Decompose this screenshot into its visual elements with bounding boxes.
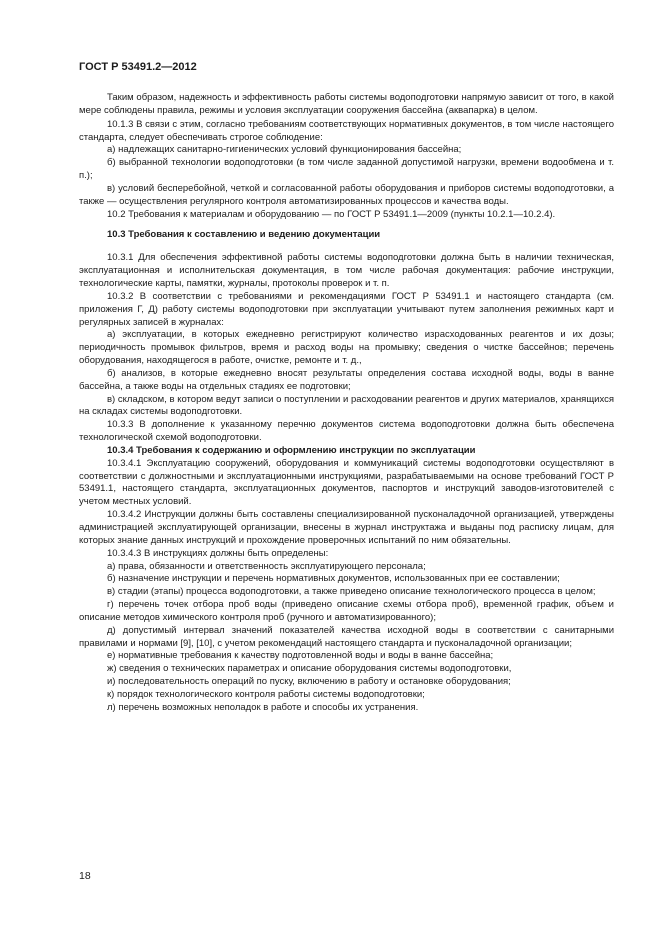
document-body	[79, 92, 614, 715]
list-item-v: в) стадии (этапы) процесса водоподготовки, а также приведено описание технологического процесса в целом;	[107, 586, 596, 598]
paragraph-10-2: 10.2 Требования к материалам и оборудованию — по ГОСТ Р 53491.1—2009 (пункты 10.2.1—10.2.4).	[107, 208, 556, 220]
list-item-b: б) назначение инструкции и перечень нормативных документов, использованных при ее составлении;	[107, 573, 560, 585]
paragraph-10-1-3: 10.1.3 В связи с этим, согласно требованиям соответствующих нормативных документов, в том числе настоящего стандарта, следует обеспечивать строгое соблюдение:	[79, 118, 614, 143]
list-item-a: а) надлежащих санитарно-гигиенических условий функционирования бассейна;	[107, 144, 462, 156]
paragraph-10-3-4-2: 10.3.4.2 Инструкции должны быть составлены специализированной пусконаладочной организацией, утверждены администрацией эксплуатирующей организации, внесены в журнал инструктажа и выданы под расписку лицам, для которых знание данных инструкций и прохождение проверочных испытаний по ним обязательны.	[79, 509, 614, 546]
document-header: ГОСТ Р 53491.2—2012	[79, 61, 197, 73]
paragraph-10-3-1: 10.3.1 Для обеспечения эффективной работы системы водоподготовки должна быть в наличии техническая, эксплуатационная и исполнительская документация, в том числе рабочая документация: рабочие инструкции, технологические карты, памятки, журналы, протоколы проверок и т. п.	[79, 252, 614, 289]
page-number: 18	[79, 870, 91, 882]
list-item-g: г) перечень точек отбора проб воды (приведено описание схемы отбора проб), временной график, объем и описание методов химического контроля проб (ручного и автоматизированного);	[79, 599, 614, 623]
list-item-zh: ж) сведения о технических параметрах и описание оборудования системы водоподготовки,	[107, 663, 512, 675]
list-item-b: б) выбранной технологии водоподготовки (в том числе заданной допустимой нагрузки, времени водообмена и т. п.);	[79, 157, 614, 182]
list-item-a: а) эксплуатации, в которых ежедневно регистрируют количество израсходованных реагентов и их дозы; периодичность промывок фильтров, время и расход воды на промывку; сведения о чистке бассейнов; перечень оборудования, находящегося в работе, очистке, ремонте и т. д.,	[79, 329, 614, 367]
list-item-l: л) перечень возможных неполадок в работе и способы их устранения.	[107, 701, 419, 713]
list-item-a: а) права, обязанности и ответственность эксплуатирующего персонала;	[107, 560, 426, 572]
paragraph-10-3-4-3: 10.3.4.3 В инструкциях должны быть определены:	[107, 547, 329, 559]
list-item-b: б) анализов, в которые ежедневно вносят результаты определения состава исходной воды, воды в ванне бассейна, а также воды на отдельных стадиях ее подготовки;	[79, 367, 614, 392]
list-item-k: к) порядок технологического контроля работы системы водоподготовки;	[107, 688, 425, 700]
paragraph-intro: Таким образом, надежность и эффективность работы системы водоподготовки напрямую зависит от того, в какой мере соблюдены правила, режимы и условия эксплуатации сооружения бассейна (аквапарка) в целом.	[79, 92, 614, 116]
section-heading-10-3-4: 10.3.4 Требования к содержанию и оформлению инструкции по эксплуатации	[107, 444, 476, 456]
list-item-e: е) нормативные требования к качеству подготовленной воды и воды в ванне бассейна;	[107, 650, 494, 662]
list-item-d: д) допустимый интервал значений показателей качества исходной воды в соответствии с санитарными правилами и нормами [9], [10], с учетом рекомендаций настоящего стандарта и пусконаладочной организации;	[79, 624, 614, 649]
paragraph-10-3-2: 10.3.2 В соответствии с требованиями и рекомендациями ГОСТ Р 53491.1 и настоящего стандарта (см. приложения Г, Д) работу системы водоподготовки при эксплуатации учитывают путем заполнения режимных карт и регулярных записей в журналах:	[79, 290, 614, 328]
list-item-i: и) последовательность операций по пуску, включению в работу и остановке оборудования;	[107, 676, 511, 688]
list-item-v: в) условий бесперебойной, четкой и согласованной работы оборудования и приборов системы водоподготовки, а также — осуществления регулярного контроля автоматизированных процессов и качества воды.	[79, 182, 614, 207]
list-item-v: в) складском, в котором ведут записи о поступлении и расходовании реагентов и других материалов, хранящихся на складах системы водоподготовки.	[79, 393, 614, 418]
paragraph-10-3-4-1: 10.3.4.1 Эксплуатацию сооружений, оборудования и коммуникаций системы водоподготовки осуществляют в соответствии с должностными и эксплуатационными инструкциями, разрабатываемыми на основе требований ГОСТ Р 53491.1, настоящего стандарта, эксплуатационных документов, паспортов и инструкций заводов-изготовителей с учетом местных условий.	[79, 457, 614, 508]
section-heading-10-3: 10.3 Требования к составлению и ведению документации	[107, 229, 381, 241]
paragraph-10-3-3: 10.3.3 В дополнение к указанному перечню документов система водоподготовки должна быть обеспечена технологической схемой водоподготовки.	[79, 419, 614, 444]
